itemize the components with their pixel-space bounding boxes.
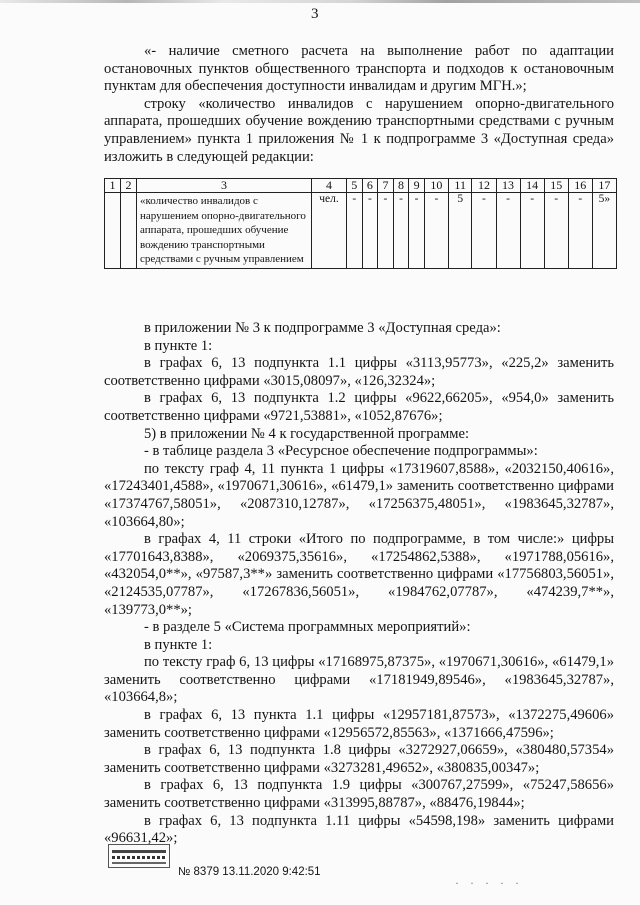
cell: - — [424, 193, 448, 269]
cell: - — [378, 193, 394, 269]
text-line: в пункте 1: — [144, 337, 213, 354]
cell: - — [347, 193, 363, 269]
amendments-body — [104, 320, 614, 848]
inserted-table — [104, 178, 617, 269]
cell — [121, 193, 137, 269]
text-line: по тексту граф 6, 13 цифры «17168975,87375», «1970671,30616», «61479,1» заменить соответственно цифрами «17181949,89546», «1983645,32787», «103664,8»; — [104, 654, 614, 706]
cell: - — [362, 193, 378, 269]
col-header: 12 — [472, 179, 496, 193]
col-header: 3 — [137, 179, 312, 193]
col-header: 10 — [424, 179, 448, 193]
cell-unit: чел. — [312, 193, 347, 269]
col-header: 15 — [544, 179, 568, 193]
text-line: 5) в приложении № 4 к государственной программе: — [144, 425, 470, 442]
cell: - — [520, 193, 544, 269]
col-header: 7 — [378, 179, 394, 193]
text-line: в графах 6, 13 подпункта 1.9 цифры «300767,27599», «75247,58656» заменить соответственно цифрами «313995,88787», «88476,19844»; — [104, 777, 614, 812]
text-line: в графах 6, 13 подпункта 1.1 цифры «3113,95773», «225,2» заменить соответственно цифрами «3015,08097», «126,32324»; — [104, 355, 614, 389]
scan-noise: · · · · · — [455, 876, 523, 890]
col-header: 14 — [520, 179, 544, 193]
col-header: 8 — [393, 179, 409, 193]
text-line: в графах 6, 13 подпункта 1.8 цифры «3272927,06659», «380480,57354» заменить соответственно цифрами «3273281,49652», «380835,00347»; — [104, 742, 614, 776]
text-line: в графах 6, 13 подпункта 1.11 цифры «54598,198» заменить цифрами «96631,42»; — [104, 812, 614, 847]
table-row — [105, 193, 617, 269]
stamp-image — [108, 844, 170, 868]
registry-stamp — [108, 844, 170, 868]
text-line: в графах 6, 13 пункта 1.1 цифры «12957181,87573», «1372275,49606» заменить соответственно цифрами «12956572,85563», «1371666,47596»; — [104, 707, 614, 741]
col-header: 11 — [448, 179, 471, 193]
text-line: в приложении № 3 к подпрограмме 3 «Доступная среда»: — [144, 320, 501, 336]
scan-edge — [0, 0, 640, 3]
table-header-row — [105, 179, 617, 193]
col-header: 4 — [312, 179, 347, 193]
cell: 5» — [592, 193, 616, 269]
cell — [105, 193, 121, 269]
paragraph-a: «- наличие сметного расчета на выполнение работ по адаптации остановочных пунктов общественного транспорта и подходов к остановочным пунктам для обеспечения доступности инвалидам и другим МГН.»; — [104, 43, 614, 95]
text-line: - в разделе 5 «Система программных мероприятий»: — [144, 619, 471, 636]
col-header: 2 — [121, 179, 137, 193]
paragraph-measures — [104, 43, 614, 166]
cell: - — [393, 193, 409, 269]
cell: - — [409, 193, 425, 269]
col-header: 1 — [105, 179, 121, 193]
cell: - — [496, 193, 520, 269]
text-line: в графах 6, 13 подпункта 1.2 цифры «9622,66205», «954,0» заменить соответственно цифрами «9721,53881», «1052,87676»; — [104, 390, 614, 424]
text-line: по тексту граф 4, 11 пункта 1 цифры «17319607,8588», «2032150,40616», «17243401,4588», «1970671,30616», «61479,1» заменить соответственно цифрами «17374767,58051», «2087310,12787», «17256375,48051», «1983645,32787», «103664,80»; — [104, 460, 614, 530]
cell: 5 — [448, 193, 471, 269]
col-header: 16 — [568, 179, 592, 193]
cell: - — [472, 193, 496, 269]
cell: - — [568, 193, 592, 269]
text-line: в графах 4, 11 строки «Итого по подпрограмме, в том числе:» цифры «17701643,8388», «2069375,35616», «17254862,5388», «1971788,05616», «432054,0**», «97587,3**» заменить соответственно цифрами «17756803,56051», «2124535,07787», «17267836,56051», «1984762,07787», «474239,7**», «139773,0**»; — [104, 531, 614, 618]
col-header: 13 — [496, 179, 520, 193]
page-number: 3 — [311, 6, 319, 22]
col-header: 6 — [362, 179, 378, 193]
text-line: - в таблице раздела 3 «Ресурсное обеспечение подпрограммы»: — [144, 443, 538, 460]
cell: - — [544, 193, 568, 269]
col-header: 9 — [409, 179, 425, 193]
registration-number: № 8379 13.11.2020 9:42:51 — [178, 866, 321, 878]
cell-indicator-name: «количество инвалидов с нарушением опорно-двигательного аппарата, прошедших обучение вождению транспортными средствами с ручным управлением — [137, 193, 312, 269]
text-line: в пункте 1: — [144, 636, 213, 653]
paragraph-b: строку «количество инвалидов с нарушением опорно-двигательного аппарата, прошедших обучение вождению транспортными средствами с ручным управлением» пункта 1 приложения № 1 к подпрограмме 3 «Доступная среда» изложить в следующей редакции: — [104, 95, 614, 165]
col-header: 5 — [347, 179, 363, 193]
col-header: 17 — [592, 179, 616, 193]
